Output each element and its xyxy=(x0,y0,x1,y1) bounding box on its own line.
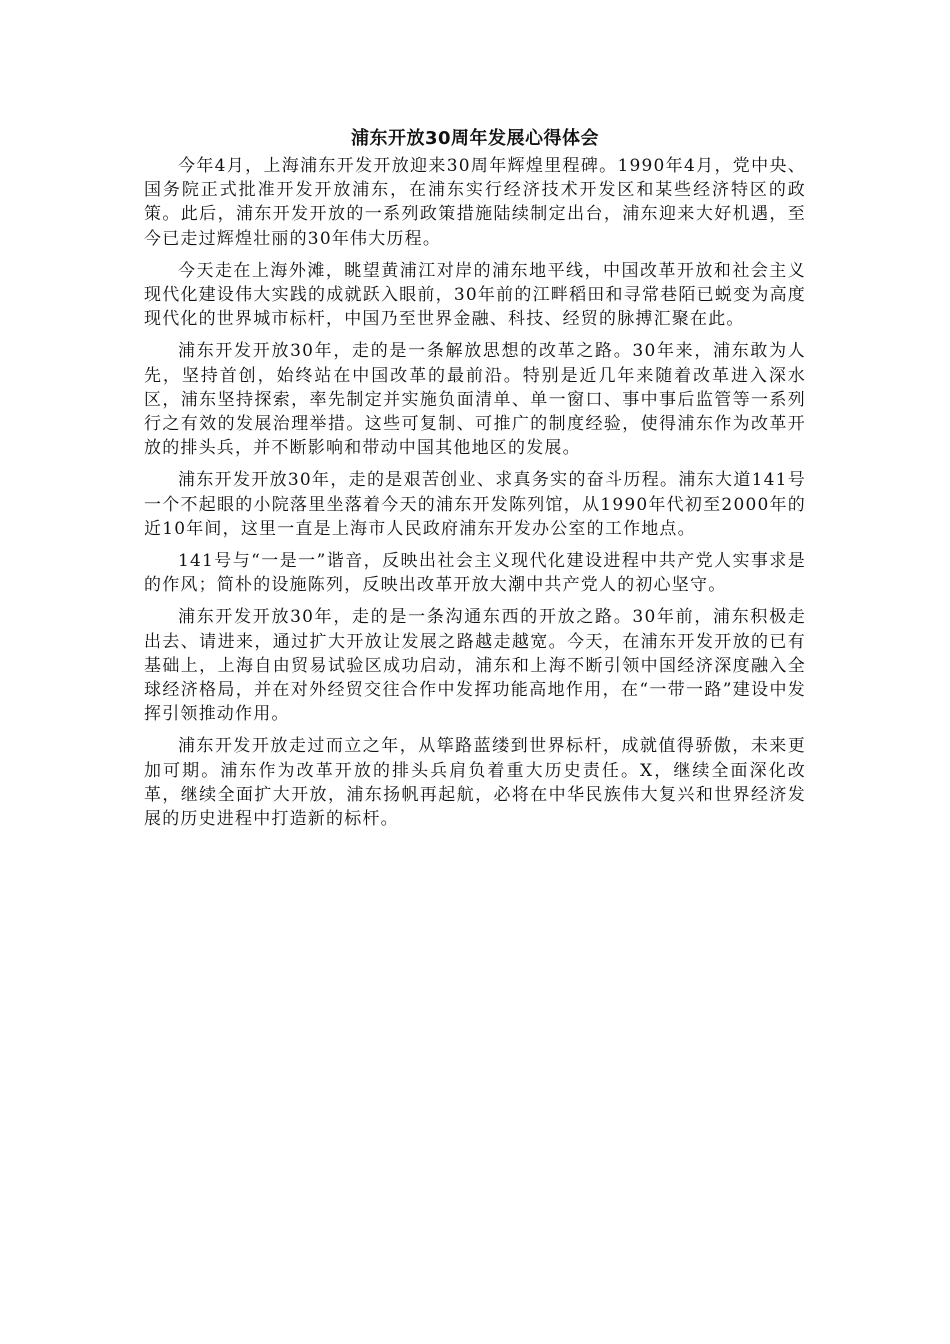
paragraph-1: 今年4月，上海浦东开发开放迎来30周年辉煌里程碑。1990年4月，党中央、国务院正式批准开发开放浦东，在浦东实行经济技术开发区和某些经济特区的政策。此后，浦东开发开放的一系列政策措施陆续制定出台，浦东迎来大好机遇，至今已走过辉煌壮丽的30年伟大历程。 xyxy=(144,156,806,249)
paragraph-4: 浦东开发开放30年，走的是艰苦创业、求真务实的奋斗历程。浦东大道141号一个不起眼的小院落里坐落着今天的浦东开发陈列馆，从1990年代初至2000年的近10年间，这里一直是上海市人民政府浦东开发办公室的工作地点。 xyxy=(144,470,806,539)
paragraph-3: 浦东开发开放30年，走的是一条解放思想的改革之路。30年来，浦东敢为人先，坚持首创，始终站在中国改革的最前沿。特别是近几年来随着改革进入深水区，浦东坚持探索，率先制定并实施负面清单、单一窗口、事中事后监管等一系列行之有效的发展治理举措。这些可复制、可推广的制度经验，使得浦东作为改革开放的排头兵，并不断影响和带动中国其他地区的发展。 xyxy=(144,341,806,459)
paragraph-7: 浦东开发开放走过而立之年，从筚路蓝缕到世界标杆，成就值得骄傲，未来更加可期。浦东作为改革开放的排头兵肩负着重大历史责任。X，继续全面深化改革，继续全面扩大开放，浦东扬帆再起航，必将在中华民族伟大复兴和世界经济发展的历史进程中打造新的标杆。 xyxy=(144,736,806,830)
document-page xyxy=(144,124,806,839)
document-title: 浦东开放30周年发展心得体会 xyxy=(350,128,600,149)
paragraph-6: 浦东开发开放30年，走的是一条沟通东西的开放之路。30年前，浦东积极走出去、请进来，通过扩大开放让发展之路越走越宽。今天，在浦东开发开放的已有基础上，上海自由贸易试验区成功启动，浦东和上海不断引领中国经济深度融入全球经济格局，并在对外经贸交往合作中发挥功能高地作用，在“一带一路”建设中发挥引领推动作用。 xyxy=(144,607,806,725)
paragraph-2: 今天走在上海外滩，眺望黄浦江对岸的浦东地平线，中国改革开放和社会主义现代化建设伟大实践的成就跃入眼前，30年前的江畔稻田和寻常巷陌已蜕变为高度现代化的世界城市标杆，中国乃至世界金融、科技、经贸的脉搏汇聚在此。 xyxy=(144,260,806,330)
paragraph-5: 141号与“一是一”谐音，反映出社会主义现代化建设进程中共产党人实事求是的作风；简朴的设施陈列，反映出改革开放大潮中共产党人的初心坚守。 xyxy=(144,551,806,596)
